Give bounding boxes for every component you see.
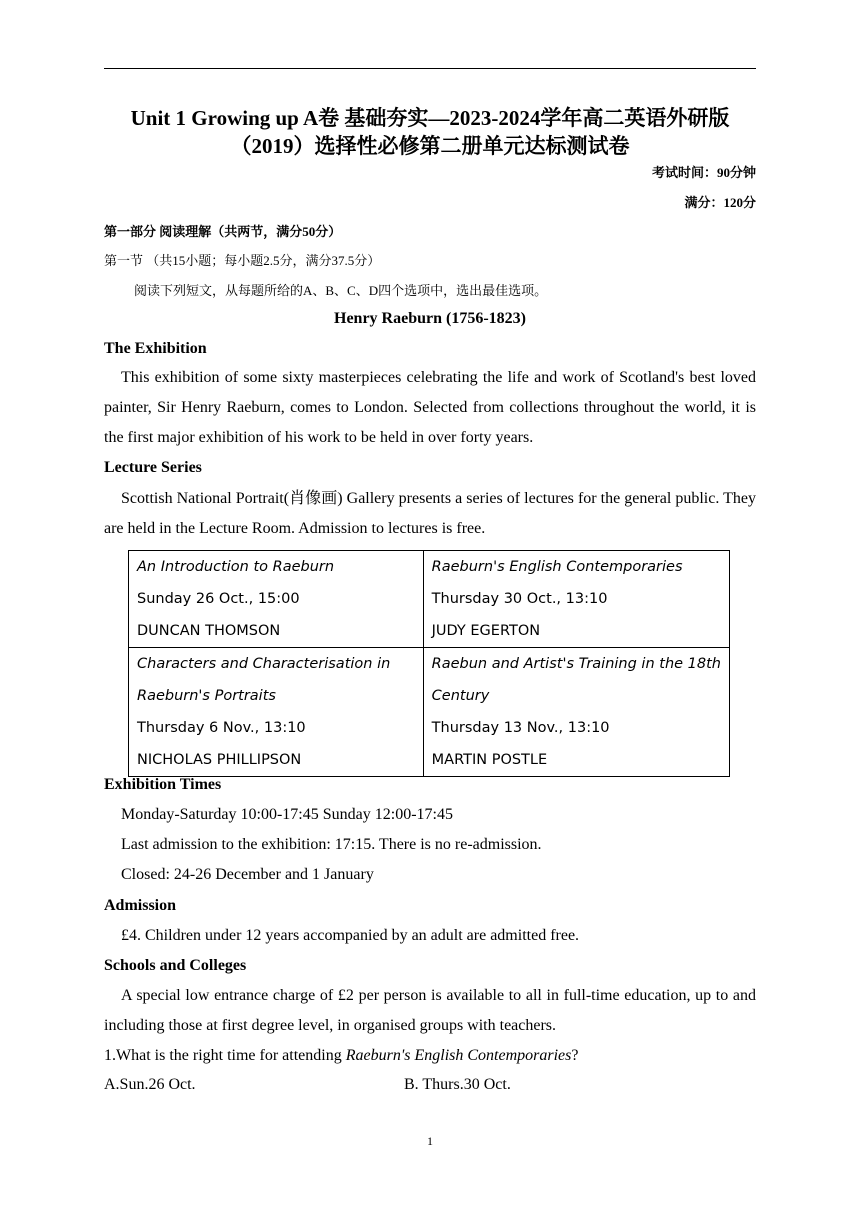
lecture-time: Sunday 26 Oct., 15:00 (137, 591, 300, 607)
exhibition-heading: The Exhibition (104, 340, 207, 357)
page-number: 1 (427, 1134, 433, 1148)
lecture-cell (423, 648, 729, 777)
times-line: Last admission to the exhibition: 17:15. There is no re-admission. (121, 836, 542, 853)
lecture-cell (129, 648, 424, 777)
table-row (129, 648, 730, 777)
part1-title: 第一部分 阅读理解（共两节，满分50分） (104, 224, 342, 239)
question-suffix: ? (571, 1047, 579, 1064)
instruction: 阅读下列短文，从每题所给的A、B、C、D四个选项中，选出最佳选项。 (134, 283, 548, 298)
exhibition-text: This exhibition of some sixty masterpieces celebrating the life and work of Scotland's best loved painter, Sir Henry Raeburn, comes to London. Selected from collections throughout the world, it is the first major exhibition of his work to be held in over forty years. (104, 369, 756, 446)
lecture-title: An Introduction to Raeburn (137, 559, 335, 575)
lecture-speaker: JUDY EGERTON (431, 623, 541, 639)
lecture-text: Scottish National Portrait(肖像画) Gallery presents a series of lectures for the general public. They are held in the Lecture Room. Admission to lectures is free. (104, 490, 756, 537)
title-line-1: Unit 1 Growing up A卷 基础夯实—2023-2024学年高二英语外研版 (130, 106, 730, 130)
title-line-2: （2019）选择性必修第二册单元达标测试卷 (230, 134, 630, 158)
question-1 (104, 1041, 756, 1071)
times-line: Closed: 24-26 December and 1 January (121, 866, 374, 883)
exam-time: 考试时间：90分钟 (651, 165, 756, 180)
table-row (129, 551, 730, 648)
schools-heading: Schools and Colleges (104, 957, 247, 974)
lecture-time: Thursday 13 Nov., 13:10 (431, 720, 610, 736)
lecture-title-cont: Century (431, 688, 490, 704)
option-b: B. Thurs.30 Oct. (404, 1076, 511, 1093)
times-heading: Exhibition Times (104, 776, 222, 793)
question-italic: Raeburn's English Contemporaries (345, 1047, 572, 1064)
header-rule (104, 68, 756, 69)
lecture-title: Characters and Characterisation in (137, 656, 391, 672)
lecture-title-cont: Raeburn's Portraits (137, 688, 276, 704)
lecture-table (128, 550, 730, 777)
times-lines (121, 800, 751, 890)
lecture-time: Thursday 30 Oct., 13:10 (431, 591, 608, 607)
lecture-title: Raebun and Artist's Training in the 18th (431, 656, 721, 672)
lecture-speaker: DUNCAN THOMSON (137, 623, 281, 639)
document-title (104, 104, 756, 160)
lecture-cell (423, 551, 729, 648)
passage-title: Henry Raeburn (1756-1823) (334, 310, 526, 327)
full-score: 满分：120分 (684, 195, 756, 210)
lecture-speaker: NICHOLAS PHILLIPSON (137, 752, 302, 768)
lecture-speaker: MARTIN POSTLE (431, 752, 548, 768)
times-line: Monday-Saturday 10:00-17:45 Sunday 12:00-17:45 (121, 806, 453, 823)
admission-text: £4. Children under 12 years accompanied by an adult are admitted free. (121, 927, 580, 944)
lecture-cell (129, 551, 424, 648)
schools-text: A special low entrance charge of £2 per person is available to all in full-time education, up to and including those at first degree level, in organised groups with teachers. (104, 987, 756, 1034)
admission-heading: Admission (104, 897, 177, 914)
section1-title: 第一节 （共15小题；每小题2.5分，满分37.5分） (104, 253, 381, 268)
lecture-heading: Lecture Series (104, 459, 202, 476)
question-prefix: 1.What is the right time for attending (104, 1047, 346, 1064)
lecture-time: Thursday 6 Nov., 13:10 (137, 720, 306, 736)
lecture-title: Raeburn's English Contemporaries (431, 559, 683, 575)
option-a: A.Sun.26 Oct. (104, 1076, 196, 1093)
